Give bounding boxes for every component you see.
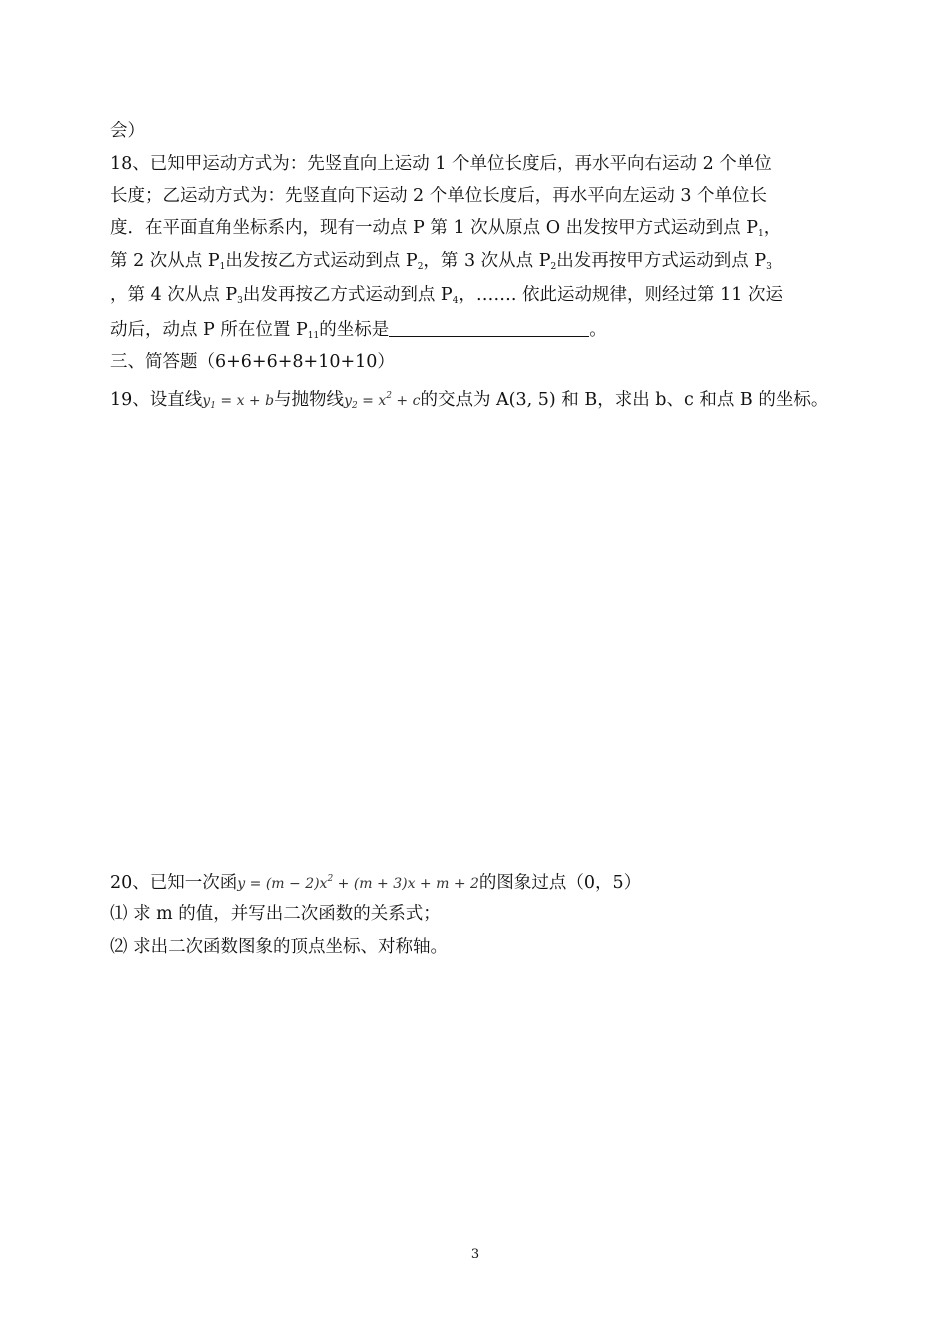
text-fragment: 第 2 次从点 P <box>110 251 220 271</box>
page-number: 3 <box>470 1247 480 1262</box>
question-20 <box>110 867 810 896</box>
text-fragment: 19、设直线 <box>110 390 203 410</box>
math-text: y = (m − 2)x <box>237 876 328 892</box>
text-fragment: ，第 4 次从点 P <box>110 285 238 305</box>
subscript: 3 <box>766 262 772 272</box>
subscript: 2 <box>550 262 557 272</box>
math-parabola-equation <box>344 393 420 409</box>
text-fragment: 会） <box>110 121 145 141</box>
text-fragment: 的交点为 A(3, 5) 和 B，求出 b、c 和点 B 的坐标。 <box>420 390 829 410</box>
text-fragment: 。 <box>589 320 607 340</box>
text-fragment: 长度；乙运动方式为：先竖直向下运动 2 个单位长度后，再水平向左运动 3 个单位长 <box>110 186 768 206</box>
math-symbol: y <box>202 393 211 409</box>
superscript: 2 <box>386 391 392 401</box>
text-fragment: 动后，动点 P 所在位置 P <box>110 320 308 340</box>
question-18-line-2 <box>110 184 810 208</box>
question-18-line-5 <box>110 283 810 313</box>
question-18-line-1 <box>110 152 810 176</box>
text-fragment: 18、已知甲运动方式为：先竖直向上运动 1 个单位长度后，再水平向右运动 2 个单位 <box>110 154 772 174</box>
text-fragment: 出发再按甲方式运动到点 P <box>556 251 767 271</box>
question-18-line-3 <box>110 216 810 246</box>
math-text: = x <box>357 393 387 409</box>
text-fragment: 与抛物线 <box>274 390 345 410</box>
question-18-line-4 <box>110 249 810 279</box>
question-18-line-6 <box>110 318 810 348</box>
subscript: 1 <box>757 229 764 239</box>
question-19 <box>110 384 829 418</box>
subscript: 3 <box>237 296 243 306</box>
text-fragment: 三、简答题（6+6+6+8+10+10） <box>110 352 395 372</box>
answer-blank[interactable] <box>389 318 589 337</box>
section-heading <box>110 350 810 374</box>
text-fragment: ，第 3 次从点 P <box>423 251 551 271</box>
text-fragment: ⑴ 求 m 的值，并写出二次函数的关系式； <box>110 904 441 924</box>
math-text: + (m + 3)x + m + 2 <box>333 876 479 892</box>
continuation-text <box>110 119 810 143</box>
math-quadratic-equation <box>237 876 479 892</box>
math-symbol: y <box>344 393 352 409</box>
subscript: 1 <box>210 401 216 411</box>
text-fragment: ，……. 依此运动规律，则经过第 11 次运 <box>458 285 783 305</box>
math-text: = x + b <box>215 393 275 409</box>
math-text: + c <box>391 393 421 409</box>
subscript: 4 <box>452 296 459 306</box>
text-fragment: 20、已知一次函 <box>110 873 238 893</box>
superscript: 2 <box>327 874 334 884</box>
text-fragment: 出发再按乙方式运动到点 P <box>242 285 453 305</box>
subscript: 1 <box>219 262 226 272</box>
text-fragment: ， <box>763 218 782 238</box>
text-fragment: 的坐标是 <box>319 320 390 340</box>
text-fragment: ⑵ 求出二次函数图象的顶点坐标、对称轴。 <box>110 937 449 957</box>
text-fragment: 度．在平面直角坐标系内，现有一动点 P 第 1 次从原点 O 出发按甲方式运动到点 P <box>110 218 758 238</box>
text-fragment: 的图象过点（0，5） <box>478 873 642 893</box>
subscript: 11 <box>307 331 320 341</box>
subscript: 2 <box>417 262 424 272</box>
question-20-part-2 <box>110 935 810 959</box>
math-line-equation <box>202 393 274 409</box>
subscript: 2 <box>351 401 358 411</box>
question-20-part-1 <box>110 902 810 926</box>
text-fragment: 出发按乙方式运动到点 P <box>225 251 418 271</box>
